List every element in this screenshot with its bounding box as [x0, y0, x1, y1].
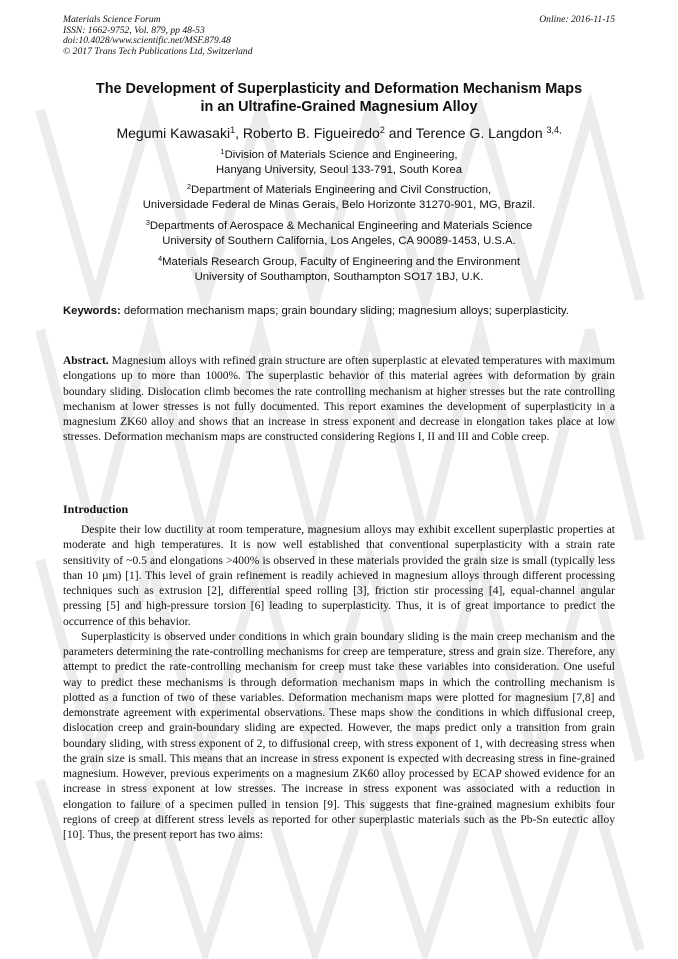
affiliation	[40, 148, 638, 178]
affiliation-sup: 4	[157, 254, 163, 263]
affiliation-line-1: Department of Materials Engineering and Civil Construction,	[191, 184, 492, 196]
abstract-label: Abstract.	[63, 355, 109, 367]
affiliation-sup: 1	[220, 147, 225, 156]
title-line-1: The Development of Superplasticity and Deformation Mechanism Maps	[95, 81, 583, 97]
affiliation-line-2: Hanyang University, Seoul 133-791, South Korea	[216, 164, 462, 176]
author-affil-sup: 2	[379, 125, 385, 135]
author-separator: ,	[235, 125, 243, 141]
author-name: Megumi Kawasaki	[116, 125, 231, 141]
author-affil-sup: 1	[230, 125, 236, 135]
journal-header	[63, 15, 615, 57]
affiliation-line-1: Division of Materials Science and Engineering,	[224, 149, 458, 161]
section-heading-introduction: Introduction	[63, 502, 129, 516]
affiliation-sup: 2	[186, 182, 192, 191]
introduction-body	[63, 523, 615, 843]
abstract-text: Magnesium alloys with refined grain structure are often superplastic at elevated temperatures with maximum elongations up to more than 1000%. The superplastic behavior of this material agrees with deformation by grain boundary sliding. Dislocation climb becomes the rate controlling mechanism at higher stresses but the rate controlling mechanism at lower stresses is not fully documented. This report examines the development of superplasticity in a magnesium ZK60 alloy and shows that an increase in stress exponent and decrease in elongation takes place at low stresses. Deformation mechanism maps are constructed considering Regions I, II and III and Coble creep.	[63, 355, 616, 444]
affiliation	[40, 255, 638, 285]
affiliation-line-2: Universidade Federal de Minas Gerais, Belo Horizonte 31270-901, MG, Brazil.	[142, 199, 536, 211]
author-name: Roberto B. Figueiredo	[242, 125, 380, 141]
author-list	[40, 124, 638, 142]
affiliation-line-1: Materials Research Group, Faculty of Engineering and the Environment	[162, 256, 521, 268]
title-line-2: in an Ultrafine-Grained Magnesium Alloy	[200, 99, 478, 115]
doi-line: doi:10.4028/www.scientific.net/MSF.879.48	[63, 35, 231, 47]
affiliation-sup: 3	[145, 218, 150, 227]
keywords-label: Keywords:	[63, 305, 121, 317]
copyright-line: © 2017 Trans Tech Publications Ltd, Switzerland	[63, 45, 253, 57]
author-and: and	[384, 125, 416, 141]
affiliation-line-2: University of Southern California, Los Angeles, CA 90089-1453, U.S.A.	[162, 235, 516, 247]
author-affil-sup: 3,4,	[546, 125, 562, 135]
affiliation-line-1: Departments of Aerospace & Mechanical Engineering and Materials Science	[149, 220, 533, 232]
affiliation-line-2: University of Southampton, Southampton SO17 1BJ, U.K.	[194, 271, 484, 283]
journal-name: Materials Science Forum	[63, 14, 161, 25]
paper-title	[40, 80, 638, 116]
author-name: Terence G. Langdon	[415, 125, 543, 141]
paragraph: Despite their low ductility at room temperature, magnesium alloys may exhibit excellent superplastic properties at moderate and high temperatures. It is now well established that conventional superplasticity with a strain rate sensitivity of ~0.5 and elongations >400% is observed in these materials provided the grain size is small (typically less than 10 µm) [1]. This level of grain refinement is readily achieved in magnesium alloys through different processing techniques such as extrusion [2], differential speed rolling [3], friction stir processing [4], equal-channel angular pressing [5] and high-pressure torsion [6] leading to superplasticity. Thus, it is of great importance to predict the occurrence of this behavior.	[63, 524, 615, 628]
keywords-section	[63, 304, 615, 319]
online-date: Online: 2016-11-15	[539, 14, 615, 25]
abstract-section	[63, 354, 615, 446]
affiliation	[40, 219, 638, 249]
keywords-text: deformation mechanism maps; grain boundary sliding; magnesium alloys; superplasticity.	[123, 305, 569, 317]
issn-line: ISSN: 1662-9752, Vol. 879, pp 48-53	[63, 24, 205, 36]
paragraph: Superplasticity is observed under conditions in which grain boundary sliding is the main creep mechanism and the parameters determining the rate-controlling mechanisms for creep are temperature, stress and grain size. Therefore, any attempt to predict the rate-controlling mechanism for creep must take these variables into consideration. One useful way to predict these mechanisms is through deformation mechanism maps in which the controlling mechanism is plotted as a function of two of these variables. Deformation mechanism maps were plotted for magnesium [7,8] and demonstrate agreement with experimental observations. These maps show the conditions in which diffusional creep, dislocation creep and grain-boundary sliding are expected. However, the maps predict only a transition from grain boundary sliding, with stress exponent of 2, to diffusional creep, with stress exponent of 1, with decreasing stress when the grain size is small. This means that an increase in stress exponent is expected with decreasing stress in fine-grained magnesium. However, previous experiments on a magnesium ZK60 alloy processed by ECAP showed evidence for an increase in stress exponent at low stresses. The increase in stress exponent was associated with a reduction in elongation to failure of a specimen pulled in tension [9]. This suggests that fine-grained magnesium exhibits four regions of creep at different stress levels as reported for other superplastic materials such as the Pb-Sn eutectic alloy [10]. Thus, the present report has two aims:	[63, 630, 615, 841]
affiliation	[40, 183, 638, 213]
